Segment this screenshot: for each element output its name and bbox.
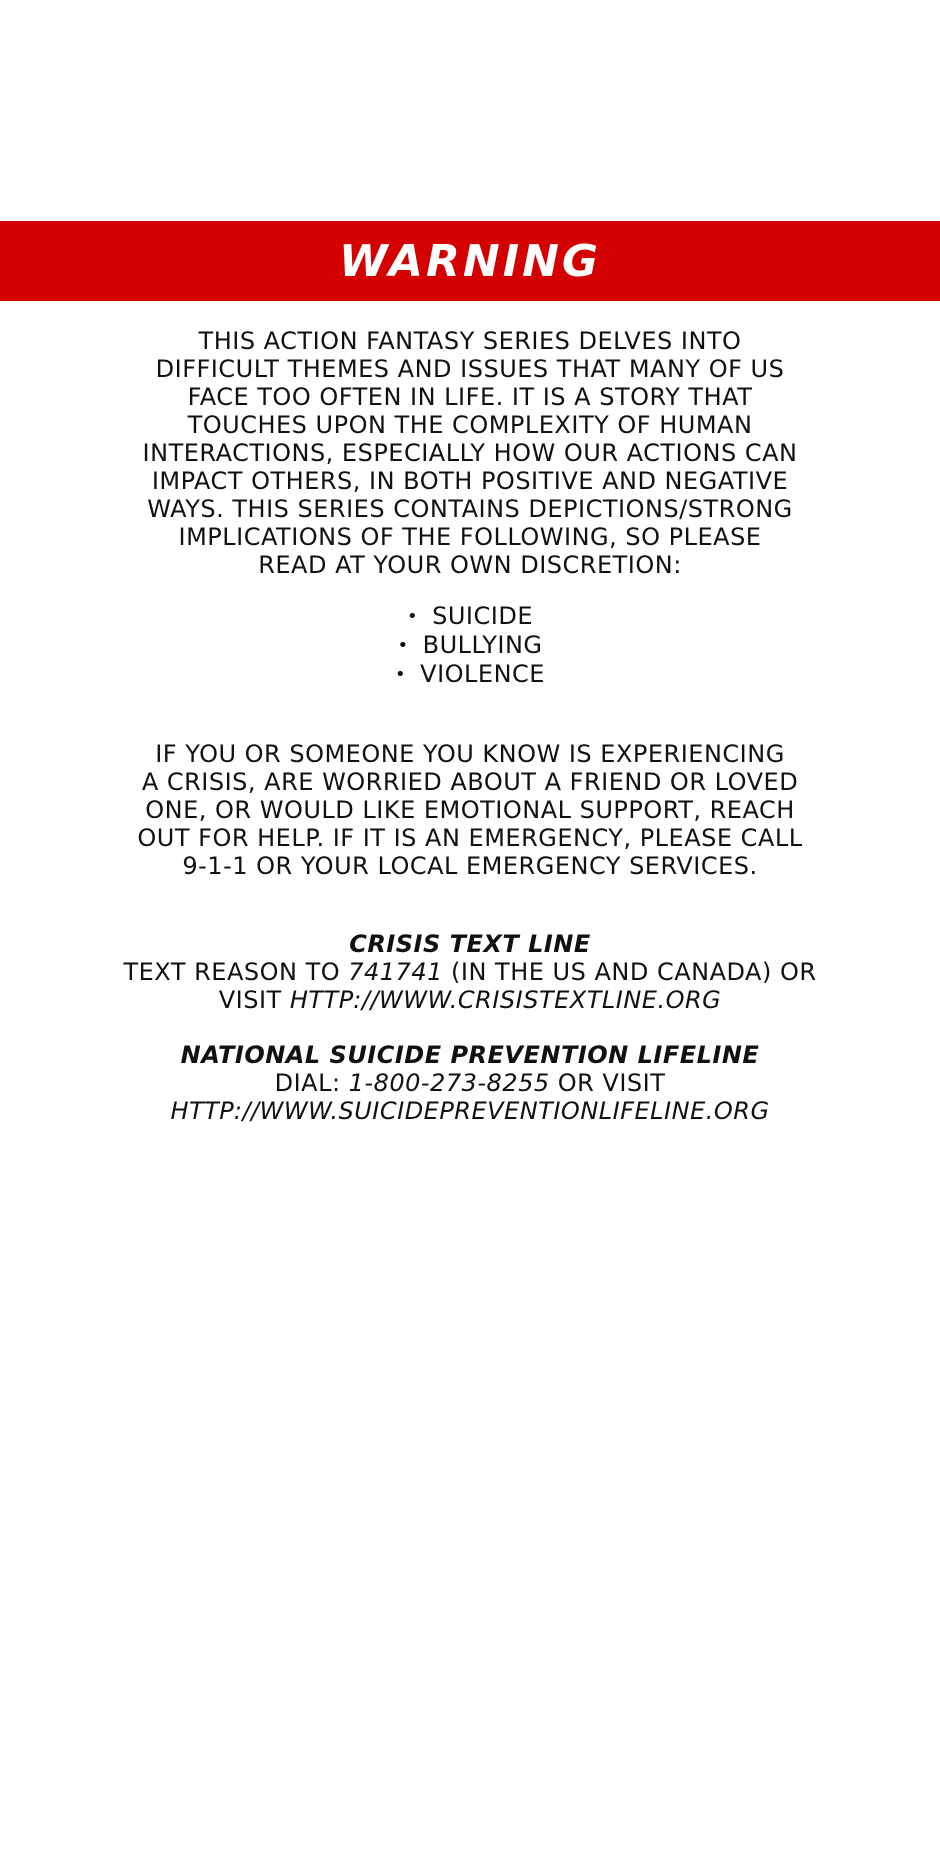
crisis-text-line-instructions xyxy=(70,958,870,986)
intro-line: READ AT YOUR OWN DISCRETION: xyxy=(258,551,682,579)
list-item xyxy=(0,631,940,660)
theme-label: VIOLENCE xyxy=(420,660,545,688)
dial-label: DIAL: xyxy=(274,1069,349,1097)
help-line: A CRISIS, ARE WORRIED ABOUT A FRIEND OR LOVED xyxy=(141,768,799,796)
theme-label: BULLYING xyxy=(422,631,543,659)
list-item xyxy=(0,660,940,689)
intro-line: IMPACT OTHERS, IN BOTH POSITIVE AND NEGATIVE xyxy=(151,467,789,495)
visit-suffix: OR VISIT xyxy=(549,1069,666,1097)
visit-label: VISIT xyxy=(218,986,290,1014)
crisis-number: 741741 xyxy=(348,958,443,986)
list-item xyxy=(0,602,940,631)
crisis-text-line-url[interactable]: HTTP://WWW.CRISISTEXTLINE.ORG xyxy=(289,986,722,1014)
warning-banner xyxy=(0,221,940,301)
crisis-text-line-heading: CRISIS TEXT LINE xyxy=(349,930,591,958)
crisis-text-line-visit xyxy=(70,986,870,1014)
bullet-icon: • xyxy=(397,635,409,656)
intro-line: FACE TOO OFTEN IN LIFE. IT IS A STORY THAT xyxy=(187,383,753,411)
help-line: 9-1-1 OR YOUR LOCAL EMERGENCY SERVICES. xyxy=(182,852,758,880)
theme-label: SUICIDE xyxy=(432,602,533,630)
intro-line: WAYS. THIS SERIES CONTAINS DEPICTIONS/STRONG xyxy=(147,495,793,523)
text-suffix: (IN THE US AND CANADA) OR xyxy=(442,958,817,986)
bullet-icon: • xyxy=(395,664,407,685)
lifeline-heading: NATIONAL SUICIDE PREVENTION LIFELINE xyxy=(180,1041,760,1069)
intro-line: IMPLICATIONS OF THE FOLLOWING, SO PLEASE xyxy=(178,523,762,551)
intro-line: TOUCHES UPON THE COMPLEXITY OF HUMAN xyxy=(187,411,753,439)
help-line: ONE, OR WOULD LIKE EMOTIONAL SUPPORT, REACH xyxy=(145,796,795,824)
warning-title: WARNING xyxy=(338,235,602,287)
text-prefix: TEXT REASON TO xyxy=(123,958,349,986)
themes-list xyxy=(0,602,940,689)
help-paragraph xyxy=(70,740,870,880)
lifeline-section xyxy=(70,1041,870,1125)
bullet-icon: • xyxy=(407,606,419,627)
intro-paragraph xyxy=(70,327,870,579)
crisis-text-line-section xyxy=(70,930,870,1014)
lifeline-dial xyxy=(70,1069,870,1097)
intro-line: INTERACTIONS, ESPECIALLY HOW OUR ACTIONS CAN xyxy=(142,439,798,467)
intro-line: THIS ACTION FANTASY SERIES DELVES INTO xyxy=(198,327,742,355)
intro-line: DIFFICULT THEMES AND ISSUES THAT MANY OF US xyxy=(155,355,785,383)
help-line: IF YOU OR SOMEONE YOU KNOW IS EXPERIENCING xyxy=(155,740,785,768)
lifeline-url[interactable]: HTTP://WWW.SUICIDEPREVENTIONLIFELINE.ORG xyxy=(170,1097,770,1125)
lifeline-phone[interactable]: 1-800-273-8255 xyxy=(348,1069,550,1097)
lifeline-visit xyxy=(70,1097,870,1125)
help-line: OUT FOR HELP. IF IT IS AN EMERGENCY, PLEASE CALL xyxy=(137,824,803,852)
